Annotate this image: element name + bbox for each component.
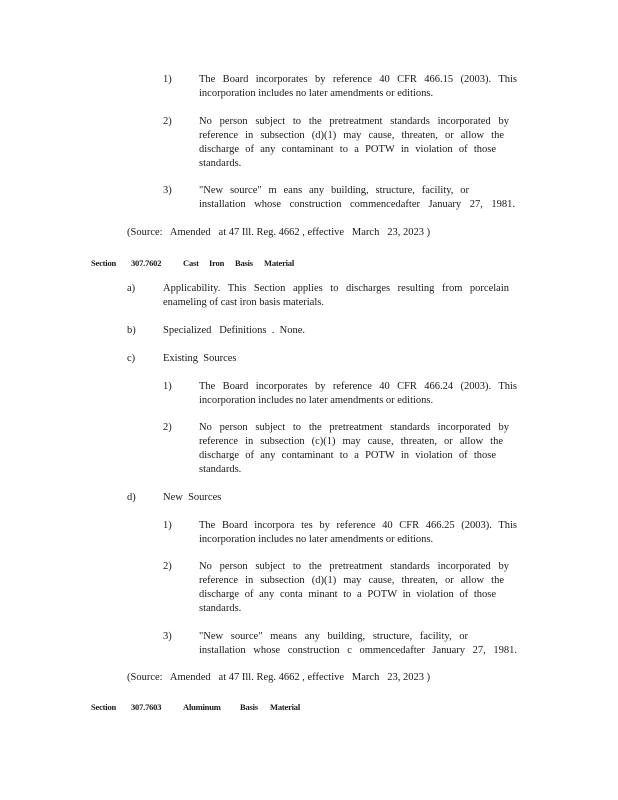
paragraph-line: enameling of cast iron basis materials.: [163, 297, 324, 308]
section-title-word: Material: [270, 702, 301, 712]
paragraph: [199, 560, 509, 616]
paragraph-line: No person subject to the pretreatment standards incorporated by: [199, 561, 509, 572]
section-number: 307.7603: [131, 702, 162, 712]
section-heading: [0, 256, 618, 268]
paragraph: [199, 630, 517, 658]
paragraph: [199, 73, 517, 101]
paragraph-line: reference in subsection (c)(1) may cause, threaten, or allow the: [199, 436, 503, 447]
section-number: 307.7602: [131, 258, 162, 268]
item-number: 1): [163, 74, 172, 85]
section-label: Section: [91, 702, 117, 712]
item-number: 3): [163, 185, 172, 196]
section-title-word: Basis: [240, 702, 258, 712]
paragraph: [163, 282, 509, 310]
section-heading: [0, 700, 618, 712]
paragraph: [199, 421, 509, 477]
paragraph-line: The Board incorporates by reference 40 CFR 466.15 (2003). This: [199, 74, 517, 85]
item-number: 2): [163, 422, 172, 433]
paragraph-line: standards.: [199, 158, 242, 169]
paragraph-line: reference in subsection (d)(1) may cause, threaten, or allow the: [199, 575, 504, 586]
item-number: 2): [163, 561, 172, 572]
paragraph: [199, 115, 509, 171]
paragraph-line: incorporation includes no later amendments or editions.: [199, 88, 434, 99]
paragraph: [199, 184, 515, 212]
paragraph-line: The Board incorporates by reference 40 CFR 466.24 (2003). This: [199, 381, 517, 392]
section-title-word: Aluminum: [183, 702, 221, 712]
paragraph-line: incorporation includes no later amendments or editions.: [199, 395, 434, 406]
paragraph-line: installation whose construction c ommencedafter January 27, 1981.: [199, 645, 517, 656]
subsection-text: New Sources: [163, 492, 222, 503]
item-number: 1): [163, 381, 172, 392]
paragraph-line: installation whose construction commencedafter January 27, 1981.: [199, 199, 515, 210]
paragraph-line: standards.: [199, 603, 242, 614]
source-note: (Source: Amended at 47 Ill. Reg. 4662 , effective March 23, 2023 ): [127, 672, 431, 683]
section-title-word: Material: [264, 258, 295, 268]
paragraph: [199, 380, 517, 408]
section-title-word: Iron: [209, 258, 225, 268]
paragraph-line: "New source" means any building, structure, facility, or: [199, 631, 468, 642]
source-note: (Source: Amended at 47 Ill. Reg. 4662 , effective March 23, 2023 ): [127, 227, 431, 238]
subsection-letter: d): [127, 492, 136, 503]
paragraph-line: incorporation includes no later amendments or editions.: [199, 534, 434, 545]
section-title-word: Cast: [183, 258, 199, 268]
paragraph-line: discharge of any contaminant to a POTW in violation of those: [199, 144, 496, 155]
item-number: 2): [163, 116, 172, 127]
paragraph-line: standards.: [199, 464, 242, 475]
paragraph-line: The Board incorpora tes by reference 40 CFR 466.25 (2003). This: [199, 520, 517, 531]
paragraph-line: reference in subsection (d)(1) may cause, threaten, or allow the: [199, 130, 504, 141]
subsection-letter: a): [127, 283, 136, 294]
paragraph-line: "New source" m eans any building, structure, facility, or: [199, 185, 469, 196]
subsection-letter: c): [127, 353, 136, 364]
section-label: Section: [91, 258, 117, 268]
paragraph-line: discharge of any contaminant to a POTW in violation of those: [199, 450, 496, 461]
subsection-letter: b): [127, 325, 136, 336]
paragraph-line: No person subject to the pretreatment standards incorporated by: [199, 422, 509, 433]
section-title-word: Basis: [235, 258, 253, 268]
paragraph: [199, 519, 517, 547]
item-number: 3): [163, 631, 172, 642]
subsection-text: Existing Sources: [163, 353, 237, 364]
item-number: 1): [163, 520, 172, 531]
subsection-text: Specialized Definitions . None.: [163, 325, 306, 336]
paragraph-line: No person subject to the pretreatment standards incorporated by: [199, 116, 509, 127]
paragraph-line: discharge of any conta minant to a POTW in violation of those: [199, 589, 496, 600]
paragraph-line: Applicability. This Section applies to discharges resulting from porcelain: [163, 283, 509, 294]
